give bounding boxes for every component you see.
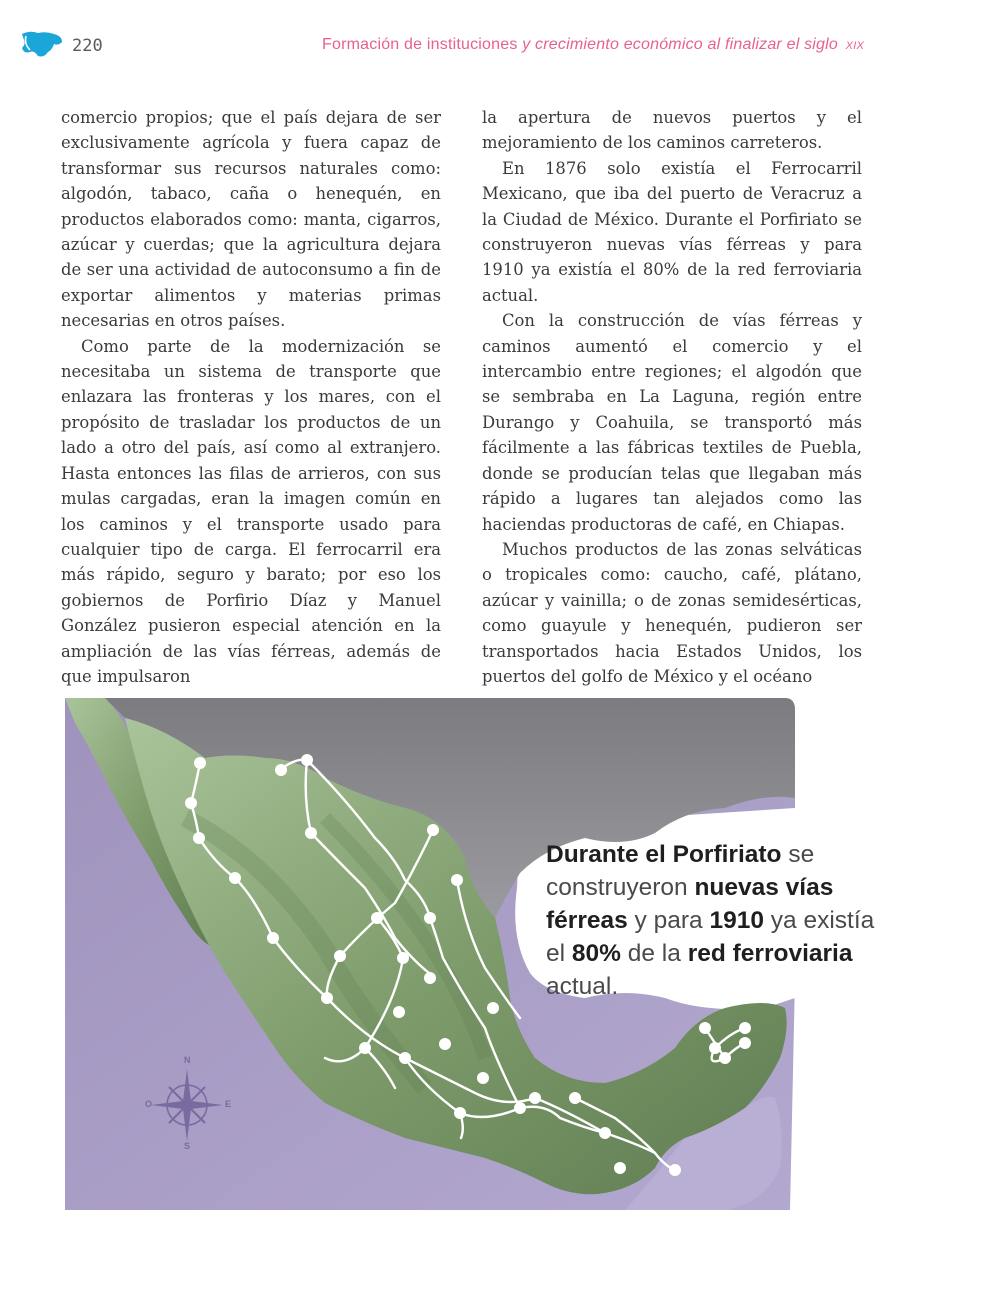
caption-bold-4: 80% — [571, 940, 621, 967]
caption-bold-2: nuevas vías férreas — [546, 874, 834, 934]
station-dot — [529, 1092, 541, 1104]
station-dot — [427, 824, 439, 836]
station-dot — [739, 1022, 751, 1034]
station-dot — [739, 1037, 751, 1049]
caption-text-2: y para — [627, 907, 710, 934]
caption-text-5: actual. — [546, 973, 619, 1000]
caption-bold-3: 1910 — [709, 907, 764, 934]
station-dot — [669, 1164, 681, 1176]
station-dot — [439, 1038, 451, 1050]
right-paragraph-3: Con la construcción de vías férreas y caminos aumentó el comercio y el intercambio entre regiones; el algodón que se sembraba en La Laguna, región entre Durango y Coahuila, se transportó más fácilmente a las fábricas textiles de Puebla, donde se producían telas que llegaban más rápido a lugares tan alejados como las haciendas productoras de café, en Chiapas. — [482, 311, 862, 534]
station-dot — [393, 1006, 405, 1018]
station-dot — [267, 932, 279, 944]
station-dot — [397, 952, 409, 964]
compass-south: S — [184, 1141, 191, 1151]
compass-west: O — [145, 1099, 153, 1109]
station-dot — [709, 1042, 721, 1054]
station-dot — [424, 912, 436, 924]
right-column — [482, 105, 862, 689]
station-dot — [699, 1022, 711, 1034]
running-title — [322, 36, 864, 54]
station-dot — [301, 754, 313, 766]
station-dot — [371, 912, 383, 924]
compass-north: N — [184, 1055, 191, 1065]
compass-rose — [145, 1055, 235, 1155]
map-caption — [546, 838, 876, 1003]
mexico-map-logo-icon — [20, 30, 64, 60]
right-paragraph-2: En 1876 solo existía el Ferrocarril Mexicano, que iba del puerto de Veracruz a la Ciudad de México. Durante el Porfiriato se construyeron nuevas vías férreas y para 1910 ya existía el 80% de la red ferroviaria actual. — [482, 158, 862, 305]
station-dot — [599, 1127, 611, 1139]
left-paragraph-1: comercio propios; que el país dejara de ser exclusivamente agrícola y fuera capaz de transformar sus recursos naturales como: algodón, tabaco, caña o henequén, en productos elaborados como: manta, cigarros, azúcar y cuerdas; que la agricultura dejara de ser una actividad de autoconsumo a fin de exportar alimentos y materias primas necesarias en otros países. — [61, 108, 441, 331]
running-title-century: XIX — [845, 40, 864, 52]
station-dot — [424, 972, 436, 984]
caption-bold-5: red ferroviaria — [687, 940, 853, 967]
running-title-italic: y crecimiento económico al finalizar el siglo — [522, 36, 838, 53]
page-header — [0, 0, 986, 80]
station-dot — [569, 1092, 581, 1104]
caption-text-1: se construyeron — [546, 841, 815, 901]
station-dot — [614, 1162, 626, 1174]
page-number: 220 — [72, 36, 103, 56]
caption-text-3: ya existía el — [546, 907, 875, 967]
caption-text-4: de la — [620, 940, 688, 967]
left-paragraph-2: Como parte de la modernización se necesitaba un sistema de transporte que enlazara las fronteras y los mares, con el propósito de trasladar los productos de un lado a otro del país, así como al extranjero. Hasta entonces las filas de arrieros, con sus mulas cargadas, eran la imagen común en los caminos y el transporte usado para cualquier tipo de carga. El ferrocarril era más rápido, seguro y barato; por eso los gobiernos de Porfirio Díaz y Manuel González pusieron especial atención en la ampliación de las vías férreas, además de que impulsaron — [61, 336, 441, 686]
right-paragraph-4: Muchos productos de las zonas selváticas o tropicales como: caucho, café, plátano, azúcar y vainilla; o de zonas semidesérticas, como guayule y henequén, pudieron ser transportados hacia Estados Unidos, los puertos del golfo de México y el océano — [482, 539, 862, 686]
station-dot — [193, 832, 205, 844]
station-dot — [359, 1042, 371, 1054]
right-paragraph-1: la apertura de nuevos puertos y el mejoramiento de los caminos carreteros. — [482, 108, 862, 153]
station-dot — [275, 764, 287, 776]
station-dot — [229, 872, 241, 884]
station-dot — [185, 797, 197, 809]
station-dot — [194, 757, 206, 769]
caption-bold-1: Durante el Porfiriato — [546, 841, 782, 868]
station-dot — [487, 1002, 499, 1014]
station-dot — [399, 1052, 411, 1064]
running-title-normal: Formación de instituciones — [322, 36, 518, 53]
station-dot — [451, 874, 463, 886]
station-dot — [334, 950, 346, 962]
station-dot — [305, 827, 317, 839]
compass-rose-icon — [145, 1055, 235, 1155]
station-dot — [477, 1072, 489, 1084]
station-dot — [719, 1052, 731, 1064]
left-column — [61, 105, 441, 689]
station-dot — [321, 992, 333, 1004]
compass-east: E — [225, 1099, 232, 1109]
station-dot — [514, 1102, 526, 1114]
station-dot — [454, 1107, 466, 1119]
